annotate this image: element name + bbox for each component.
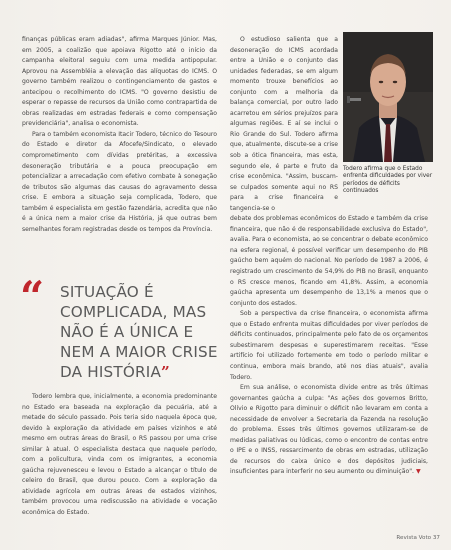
paragraph: Sob a perspectiva da crise financeira, o economista afirma que o Estado enfrenta muitas dificuldades por viver períodos de déficits continuados, principalmente pelo fato de os orçamentos subestimarem despesas e superestimarem receitas. "Esse artifício foi utilizado fortemente em todo o período militar e continua, embora mais brando, até nos dias atuais", avalia Todero.: [230, 310, 428, 381]
article-column-left-bottom: [22, 392, 217, 519]
pull-quote: [20, 272, 220, 382]
portrait-illustration: [343, 32, 433, 162]
paragraph: [230, 383, 428, 478]
pull-quote-text: SITUAÇÃO É COMPLICADA, MAS NÃO É A ÚNICA E NEM A MAIOR CRISE DA HISTÓRIA: [60, 283, 218, 381]
paragraph: debate dos problemas econômicos do Estado e também da crise financeira, que não é de responsabilidade exclusiva do Estado", avalia. Para o economista, ao se concentrar o debate econômico na esfera regional, é possível verificar um desempenho do PIB gaúcho bem aquém do nacional. No período de 1987 a 2006, é registrado um crescimento de 54,9% do PIB no Brasil, enquanto o RS cresce menos, ficando em 41,8%. Assim, a economia gaúcha apresenta um desempenho de 13,1% a menos que o conjunto dos estados.: [230, 215, 428, 307]
paragraph: O estudioso salienta que a desoneração do ICMS acordada entre a União e o conjunto das unidades federadas, se em algum momento trouxe benefícios ao conjunto com a melhoria da balança comercial, por outro lado acarretou em sérios prejuízos para algumas regiões. E aí se inclui o Rio Grande do Sul. Todero afirma que, atualmente, discute-se a crise sob a ótica financeira, mas esta, segundo ele, é parte e fruto da crise econômica. "Assim, buscam-se culpados somente aqui no RS para a crise financeira e tangencia-se o: [230, 36, 338, 212]
paragraph-text: Em sua análise, o economista divide entre as três últimas governantes gaúcha a culpa: "As ações dos governos Britto, Olívio e Rigotto para diminuir o déficit não levaram em conta a necessidade de envolver a Secretaria da Fazenda na resolução do problema. Esses três últimos governos utilizaram-se de medidas paliativas ou lúdicas, como o encontro de contas entre o IPE e o INSS, ressarcimento de obras em estradas, utilização de recursos do caixa único e dos depósitos judiciais, insuficientes para interferir no seu aumento ou diminuição".: [230, 384, 428, 476]
photo-caption: Todero afirma que o Estado enfrenta dificuldades por viver períodos de déficits continuados: [343, 166, 433, 195]
paragraph: Para o também economista Itacir Todero, técnico do Tesouro do Estado e diretor da Afocefe/Sindicato, o elevado comprometimento com dívidas pretéritas, a excessiva desoneração tributária e a pouca preocupação em potencializar a arrecadação com efetivo combate à sonegação de tributos são algumas das causas do agravamento dessa crise. E embora a situação seja complicada, Todero, que também é especialista em gestão fazendária, acredita que não é a única nem a maior crise da História, já que outras bem semelhantes foram registradas desde os tempos da Província.: [22, 130, 217, 233]
paragraph: Todero lembra que, inicialmente, a economia predominante no Estado era baseada na exploração da pecuária, até a metade do século passado. Pois teria sido naquela época que, devido à exploração da atividade em países vizinhos e até mesmo em outras áreas do Brasil, o RS passou por uma crise similar à atual. O especialista destaca que naquele período, com a policultura, vinda com os imigrantes, a economia gaúcha rejuvenesceu e levou o Estado a alcançar o título de celeiro do Brasil, que durou pouco. Com a exploração da atividade agrícola em outras áreas de estados vizinhos, também provocou uma rediscussão na atividade e vocação econômica do Estado.: [22, 393, 217, 517]
close-quote-mark: ”: [161, 363, 170, 381]
end-mark-icon: ▼: [415, 468, 421, 476]
article-column-left-top: [22, 35, 217, 235]
paragraph: finanças públicas eram adiadas", afirma Marques Júnior. Mas, em 2005, a coalizão que apoiava Rigotto até o início da campanha eleitoral seguiu com uma medida antipopular. Aprovou na Assembléia a elevação das alíquotas do ICMS. O governo também realizou o contingenciamento de gastos e antecipou o recolhimento do ICMS. "O governo desistiu de esperar o repasse de recursos da União como contrapartida de obras realizadas em estradas federais e como compensação previdenciária", analisa o economista.: [22, 36, 217, 128]
page-footer: Revista Voto 37: [396, 535, 440, 541]
portrait-photo: [343, 32, 433, 162]
open-quote-mark: “: [20, 272, 45, 321]
narrow-block: [230, 35, 338, 214]
